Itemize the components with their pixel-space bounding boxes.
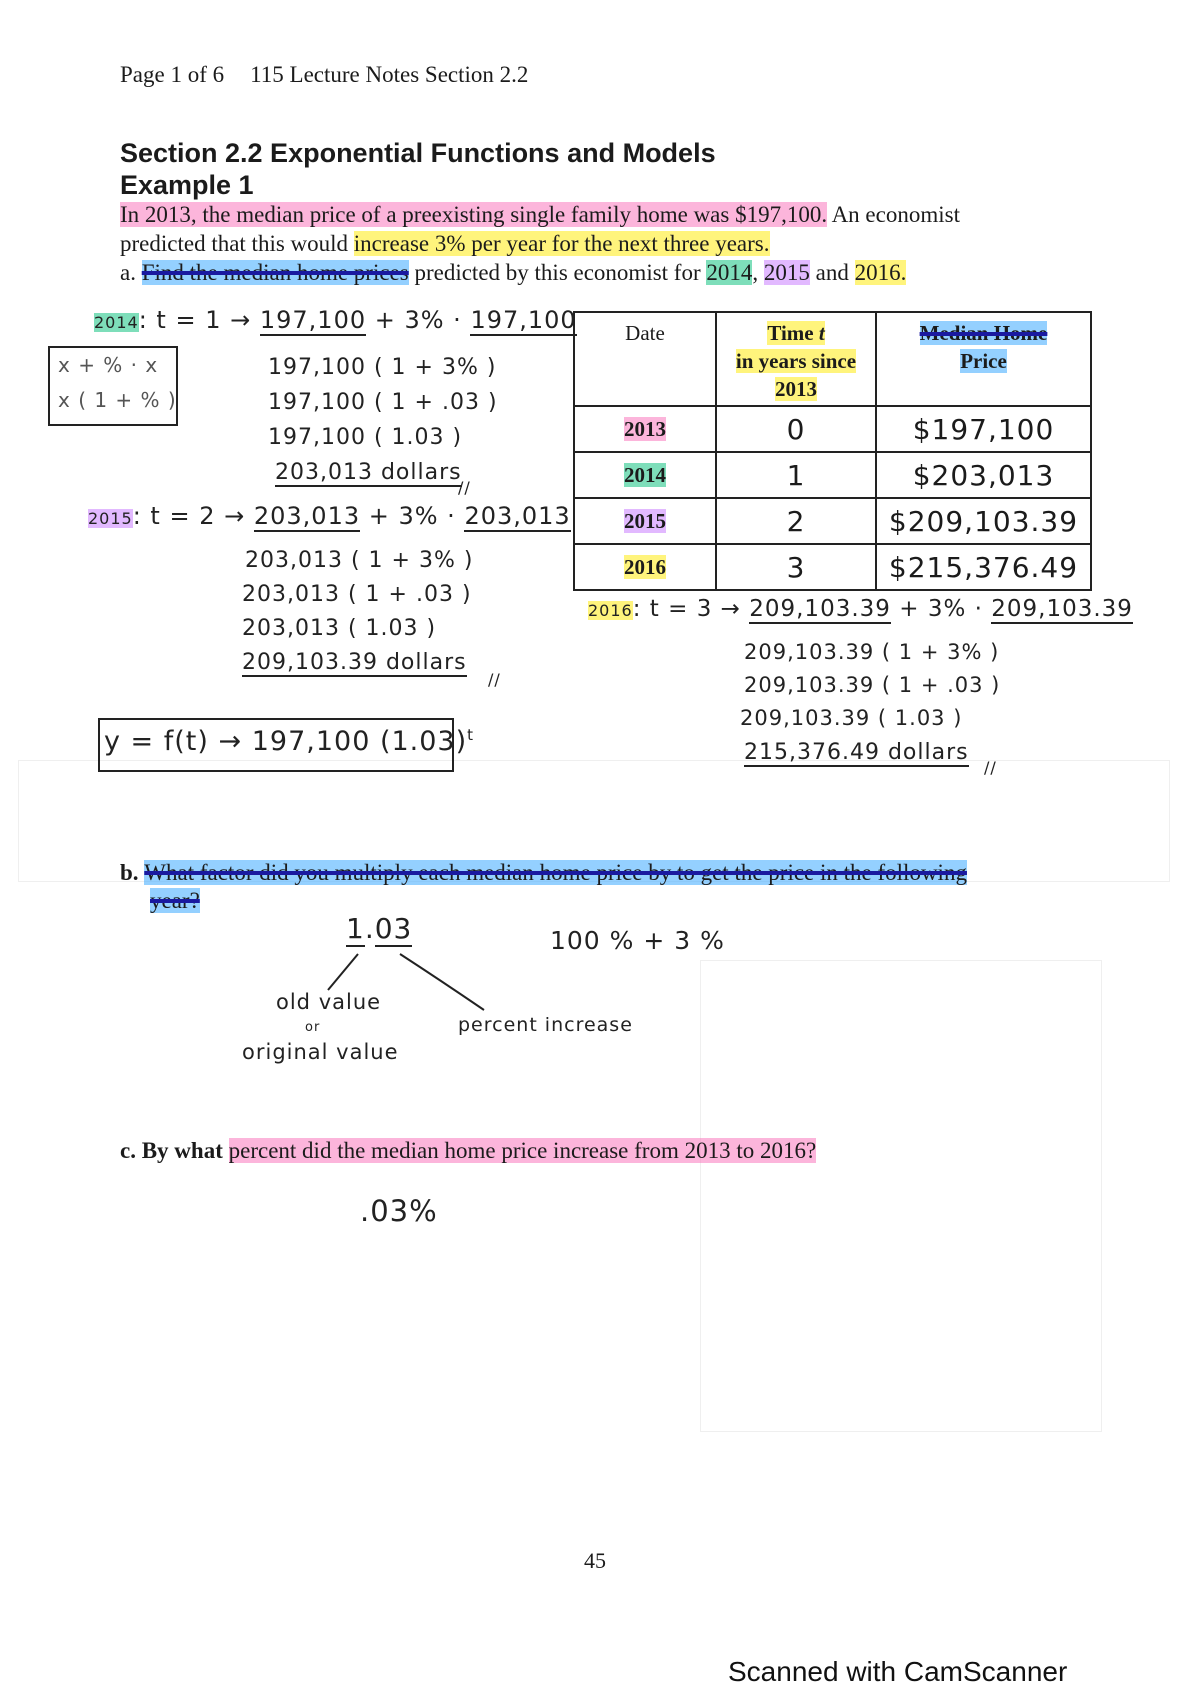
work-text: + 3% · <box>360 502 465 530</box>
work-2015-line3: 203,013 ( 1 + .03 ) <box>242 582 472 607</box>
problem-text: , <box>752 260 764 285</box>
part-b-label: b. <box>120 860 145 885</box>
date-text: 2014 <box>624 462 666 487</box>
end-mark: // <box>458 478 471 497</box>
part-b-line2 <box>150 888 200 914</box>
year-2014: 2014 <box>706 260 753 285</box>
work-2015-line1 <box>88 502 571 530</box>
part-b-question: What factor did you multiply each median home price by to get the price in the following <box>144 860 967 885</box>
header-text: in years since <box>735 349 857 373</box>
work-2014-line3: 197,100 ( 1 + .03 ) <box>268 390 498 415</box>
old-value-label: old value <box>276 990 382 1014</box>
part-c-line <box>120 1138 816 1164</box>
year-label-2015: 2015 <box>88 509 133 528</box>
cell-date <box>574 498 716 544</box>
table-row <box>574 452 1091 498</box>
cell-price: $215,376.49 <box>876 544 1091 590</box>
work-2014-line1 <box>94 306 577 334</box>
arrow-to-old-value <box>328 954 358 990</box>
cell-price: $209,103.39 <box>876 498 1091 544</box>
cell-time: 1 <box>716 452 876 498</box>
header-date: Date <box>574 312 716 406</box>
scanner-watermark: Scanned with CamScanner <box>728 1656 1068 1687</box>
table-row <box>574 498 1091 544</box>
factor-dot: . <box>364 912 375 945</box>
formula-line1: x + % · x <box>58 353 159 377</box>
problem-line-2 <box>120 231 770 257</box>
work-2014-line2: 197,100 ( 1 + 3% ) <box>268 355 497 380</box>
year-2015: 2015 <box>763 260 810 285</box>
table-header-row <box>574 312 1091 406</box>
cell-date <box>574 544 716 590</box>
part-b-question: year? <box>150 888 200 913</box>
year-2016: 2016. <box>854 260 907 285</box>
work-2015-line4: 203,013 ( 1.03 ) <box>242 616 437 641</box>
header-time <box>716 312 876 406</box>
bleed-through-graph <box>700 960 1102 1432</box>
page-indicator: Page 1 of 6 <box>120 62 225 87</box>
table-row <box>574 406 1091 452</box>
work-2016-line3: 209,103.39 ( 1 + .03 ) <box>744 673 1001 697</box>
work-text: : t = 3 → <box>632 596 750 622</box>
work-text: 197,100 <box>259 306 367 334</box>
part-c-question: percent did the median home price increase from 2013 to 2016? <box>228 1138 817 1163</box>
date-text: 2016 <box>624 554 666 579</box>
work-2015-line2: 203,013 ( 1 + 3% ) <box>245 548 474 573</box>
factor-value <box>346 912 412 945</box>
problem-text: and <box>809 260 855 285</box>
work-text: 203,013 <box>253 502 361 530</box>
work-text: 197,100 <box>470 306 577 334</box>
end-mark: // <box>488 670 501 689</box>
cell-time: 2 <box>716 498 876 544</box>
arrow-to-percent-increase <box>400 954 484 1010</box>
cell-time: 0 <box>716 406 876 452</box>
end-mark: // <box>984 758 997 777</box>
model-text: y = f(t) → 197,100 (1.03) <box>104 726 468 757</box>
page-number: 45 <box>584 1548 606 1573</box>
work-2016-result: 215,376.49 dollars <box>744 740 969 765</box>
work-2015-result: 209,103.39 dollars <box>242 650 467 675</box>
cell-date <box>574 406 716 452</box>
year-label-2014: 2014 <box>94 313 139 332</box>
cell-price: $197,100 <box>876 406 1091 452</box>
work-text: + 3% · <box>890 596 992 622</box>
cell-date <box>574 452 716 498</box>
problem-text: predicted by this economist for <box>408 260 707 285</box>
work-text: 203,013 <box>464 502 571 530</box>
year-label-2016: 2016 <box>588 601 633 620</box>
work-2014-result: 203,013 dollars <box>275 460 462 485</box>
percent-increase-label: percent increase <box>458 1014 633 1036</box>
problem-text: predicted that this would <box>120 231 354 256</box>
header-text: Time <box>767 321 819 345</box>
header-text: Price <box>960 349 1007 373</box>
section-title: Section 2.2 Exponential Functions and Models <box>120 138 716 168</box>
model-equation <box>104 726 474 757</box>
date-text: 2015 <box>624 508 666 533</box>
part-c-label: c. By what <box>120 1138 229 1163</box>
problem-line-1 <box>120 202 960 228</box>
price-table <box>573 311 1092 591</box>
part-b-line1 <box>120 860 967 886</box>
problem-line-3 <box>120 260 906 286</box>
formula-line2: x ( 1 + % ) <box>58 388 177 412</box>
course-title: 115 Lecture Notes Section 2.2 <box>250 62 529 87</box>
highlight-rate: increase 3% per year for the next three years. <box>353 231 770 256</box>
header-text: 2013 <box>775 377 817 401</box>
problem-text: An economist <box>827 202 960 227</box>
part-a-label: a. <box>120 260 142 285</box>
highlight-given: In 2013, the median price of a preexisting single family home was $197,100. <box>120 202 828 227</box>
table-row <box>574 544 1091 590</box>
header-price <box>876 312 1091 406</box>
work-2016-line1 <box>588 596 1133 622</box>
work-text: 209,103.39 <box>749 596 891 622</box>
work-2014-line4: 197,100 ( 1.03 ) <box>268 425 463 450</box>
header-text: Median Home <box>919 321 1048 345</box>
work-2016-line2: 209,103.39 ( 1 + 3% ) <box>744 640 1000 664</box>
page-header <box>120 62 528 88</box>
header-text: t <box>818 321 825 345</box>
factor-one: 1 <box>346 912 365 945</box>
factor-rate: 03 <box>374 912 413 945</box>
date-text: 2013 <box>624 416 666 441</box>
percent-sum: 100 % + 3 % <box>550 926 725 955</box>
or-label: or <box>305 1020 321 1035</box>
example-title: Example 1 <box>120 170 254 200</box>
original-value-label: original value <box>242 1040 399 1064</box>
part-c-answer: .03% <box>360 1194 438 1228</box>
work-text: : t = 1 → <box>138 306 260 334</box>
work-2016-line4: 209,103.39 ( 1.03 ) <box>740 706 963 730</box>
highlight-task: Find the median home prices <box>141 260 409 285</box>
model-exponent: t <box>467 726 475 744</box>
work-text: + 3% · <box>366 306 471 334</box>
cell-price: $203,013 <box>876 452 1091 498</box>
work-text: : t = 2 → <box>132 502 254 530</box>
cell-time: 3 <box>716 544 876 590</box>
work-text: 209,103.39 <box>991 596 1133 622</box>
